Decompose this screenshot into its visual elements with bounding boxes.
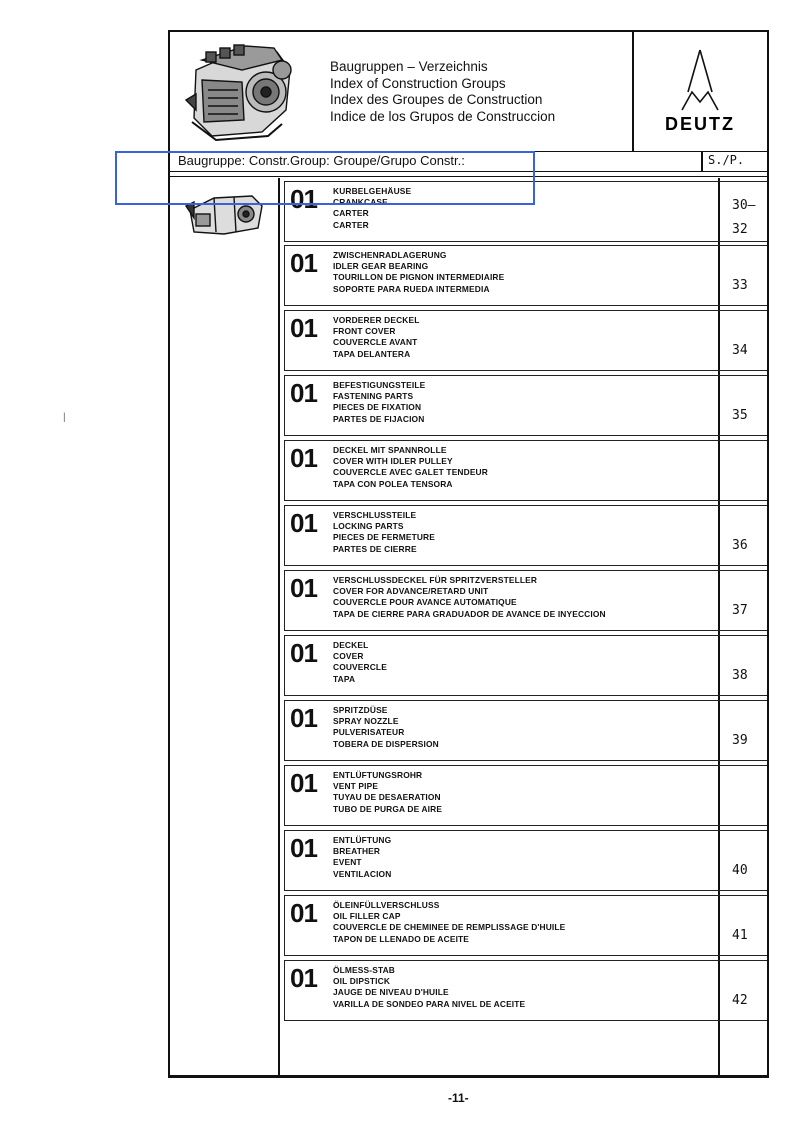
index-entry[interactable] <box>280 827 768 890</box>
group-name-line: TAPA <box>333 673 356 684</box>
group-name-line: DECKEL <box>333 640 369 650</box>
group-number: 01 <box>290 638 317 668</box>
index-entry[interactable] <box>280 892 768 955</box>
header-divider <box>632 32 634 151</box>
header <box>170 32 767 152</box>
group-name-line: LOCKING PARTS <box>333 521 404 532</box>
group-name-line: TUYAU DE DESAERATION <box>333 792 441 803</box>
index-entry[interactable] <box>280 567 768 630</box>
group-number: 01 <box>290 184 317 214</box>
group-number: 01 <box>290 833 317 863</box>
group-name-line: COVER WITH IDLER PULLEY <box>333 456 453 467</box>
index-entry[interactable] <box>280 502 768 565</box>
group-name-line: FASTENING PARTS <box>333 391 414 402</box>
page-number: 42 <box>732 993 748 1008</box>
group-names <box>333 445 488 490</box>
page-label: S./P. <box>708 153 745 167</box>
group-name-line: OIL DIPSTICK <box>333 976 391 987</box>
group-name-line: ENTLÜFTUNGSROHR <box>333 770 423 780</box>
group-name-line: VARILLA DE SONDEO PARA NIVEL DE ACEITE <box>333 998 526 1009</box>
group-names <box>333 640 387 685</box>
group-name-line: VORDERER DECKEL <box>333 315 420 325</box>
group-names <box>333 575 606 620</box>
group-number: 01 <box>290 313 317 343</box>
group-names <box>333 835 391 880</box>
title-en: Index of Construction Groups <box>330 75 506 91</box>
group-name-line: COUVERCLE AVANT <box>333 337 418 348</box>
index-entry[interactable] <box>280 307 768 370</box>
group-name-line: VENTILACION <box>333 868 392 879</box>
group-name-line: CARTER <box>333 219 369 230</box>
group-name-line: IDLER GEAR BEARING <box>333 261 429 272</box>
group-name-line: FRONT COVER <box>333 326 396 337</box>
title-fr: Index des Groupes de Construction <box>330 92 543 107</box>
group-name-line: SPRITZDÜSE <box>333 705 388 715</box>
page-number: 40 <box>732 863 748 878</box>
group-name-line: SOPORTE PARA RUEDA INTERMEDIA <box>333 283 490 294</box>
page-number: 38 <box>732 668 748 683</box>
index-entry[interactable] <box>280 437 768 500</box>
group-name-line: SPRAY NOZZLE <box>333 716 399 727</box>
page-number: 33 <box>732 278 748 293</box>
group-number: 01 <box>290 378 317 408</box>
group-name-line: VERSCHLUSSTEILE <box>333 510 417 520</box>
group-name-line: DECKEL MIT SPANNROLLE <box>333 445 447 455</box>
group-names <box>333 770 442 815</box>
group-number: 01 <box>290 573 317 603</box>
group-name-line: EVENT <box>333 857 362 868</box>
group-names <box>333 900 565 945</box>
page-number: 32 <box>732 222 748 237</box>
group-names <box>333 315 419 360</box>
group-name-line: PIECES DE FIXATION <box>333 402 422 413</box>
group-names <box>333 510 435 555</box>
group-name-line: ENTLÜFTUNG <box>333 835 392 845</box>
page-number: 41 <box>732 928 748 943</box>
group-number: 01 <box>290 703 317 733</box>
group-name-line: PULVERISATEUR <box>333 727 405 738</box>
group-name-line: ZWISCHENRADLAGERUNG <box>333 250 447 260</box>
page-number: 37 <box>732 603 748 618</box>
group-number: 01 <box>290 508 317 538</box>
group-name-line: ÖLMESS-STAB <box>333 965 395 975</box>
index-entry[interactable] <box>280 242 768 305</box>
group-number: 01 <box>290 768 317 798</box>
group-label: Baugruppe: Constr.Group: Groupe/Grupo Constr.: <box>178 153 465 168</box>
group-name-line: COUVERCLE POUR AVANCE AUTOMATIQUE <box>333 597 517 608</box>
group-name-line: OIL FILLER CAP <box>333 911 401 922</box>
page-number: 39 <box>732 733 748 748</box>
title-es: Indice de los Grupos de Construccion <box>330 108 556 124</box>
group-name-line: TAPA CON POLEA TENSORA <box>333 478 453 489</box>
group-name-line: CARTER <box>333 208 369 219</box>
scan-speck: | <box>63 412 66 423</box>
group-number: 01 <box>290 898 317 928</box>
group-name-line: BREATHER <box>333 846 381 857</box>
group-name-line: KURBELGEHÄUSE <box>333 186 412 196</box>
group-name-line: TAPA DE CIERRE PARA GRADUADOR DE AVANCE DE INYECCION <box>333 608 606 619</box>
group-name-line: ÖLEINFÜLLVERSCHLUSS <box>333 900 440 910</box>
group-name-line: JAUGE DE NIVEAU D'HUILE <box>333 987 449 998</box>
index-entry[interactable] <box>280 957 768 1020</box>
group-name-line: PIECES DE FERMETURE <box>333 532 435 543</box>
page-col-divider <box>701 151 703 171</box>
group-name-line: TUBO DE PURGA DE AIRE <box>333 803 443 814</box>
page-number: 34 <box>732 343 748 358</box>
index-entry[interactable] <box>280 762 768 825</box>
group-number: 01 <box>290 963 317 993</box>
group-name-line: PARTES DE FIJACION <box>333 413 425 424</box>
selection-highlight[interactable] <box>115 151 535 205</box>
group-names <box>333 250 504 295</box>
index-entry[interactable] <box>280 372 768 435</box>
group-name-line: TOBERA DE DISPERSION <box>333 738 439 749</box>
group-name-line: COUVERCLE DE CHEMINEE DE REMPLISSAGE D'HUILE <box>333 922 566 933</box>
title-de: Baugruppen – Verzeichnis <box>330 59 488 74</box>
group-names <box>333 965 525 1010</box>
deutz-logo-text: DEUTZ <box>665 114 735 134</box>
group-name-line: TAPON DE LLENADO DE ACEITE <box>333 933 470 944</box>
group-name-line: COUVERCLE <box>333 662 387 673</box>
index-entry[interactable] <box>280 697 768 760</box>
group-number: 01 <box>290 248 317 278</box>
group-name-line: PARTES DE CIERRE <box>333 543 417 554</box>
group-name-line: VENT PIPE <box>333 781 379 792</box>
group-names <box>333 705 439 750</box>
group-name-line: CRANKCASE <box>333 197 388 208</box>
group-name-line: TAPA DELANTERA <box>333 348 411 359</box>
page-number: 30– <box>732 198 756 213</box>
group-name-line: VERSCHLUSSDECKEL FÜR SPRITZVERSTELLER <box>333 575 538 585</box>
group-name-line: COVER FOR ADVANCE/RETARD UNIT <box>333 586 489 597</box>
index-entry[interactable] <box>280 632 768 695</box>
group-names <box>333 380 425 425</box>
group-name-line: BEFESTIGUNGSTEILE <box>333 380 426 390</box>
deutz-logo <box>638 48 763 144</box>
group-number: 01 <box>290 443 317 473</box>
page-number: 36 <box>732 538 748 553</box>
engine-illustration <box>182 40 304 145</box>
header-titles <box>330 59 555 125</box>
page-number: 35 <box>732 408 748 423</box>
group-name-line: COUVERCLE AVEC GALET TENDEUR <box>333 467 488 478</box>
group-name-line: COVER <box>333 651 364 662</box>
page-footer: -11- <box>448 1091 469 1105</box>
group-name-line: TOURILLON DE PIGNON INTERMEDIAIRE <box>333 272 505 283</box>
